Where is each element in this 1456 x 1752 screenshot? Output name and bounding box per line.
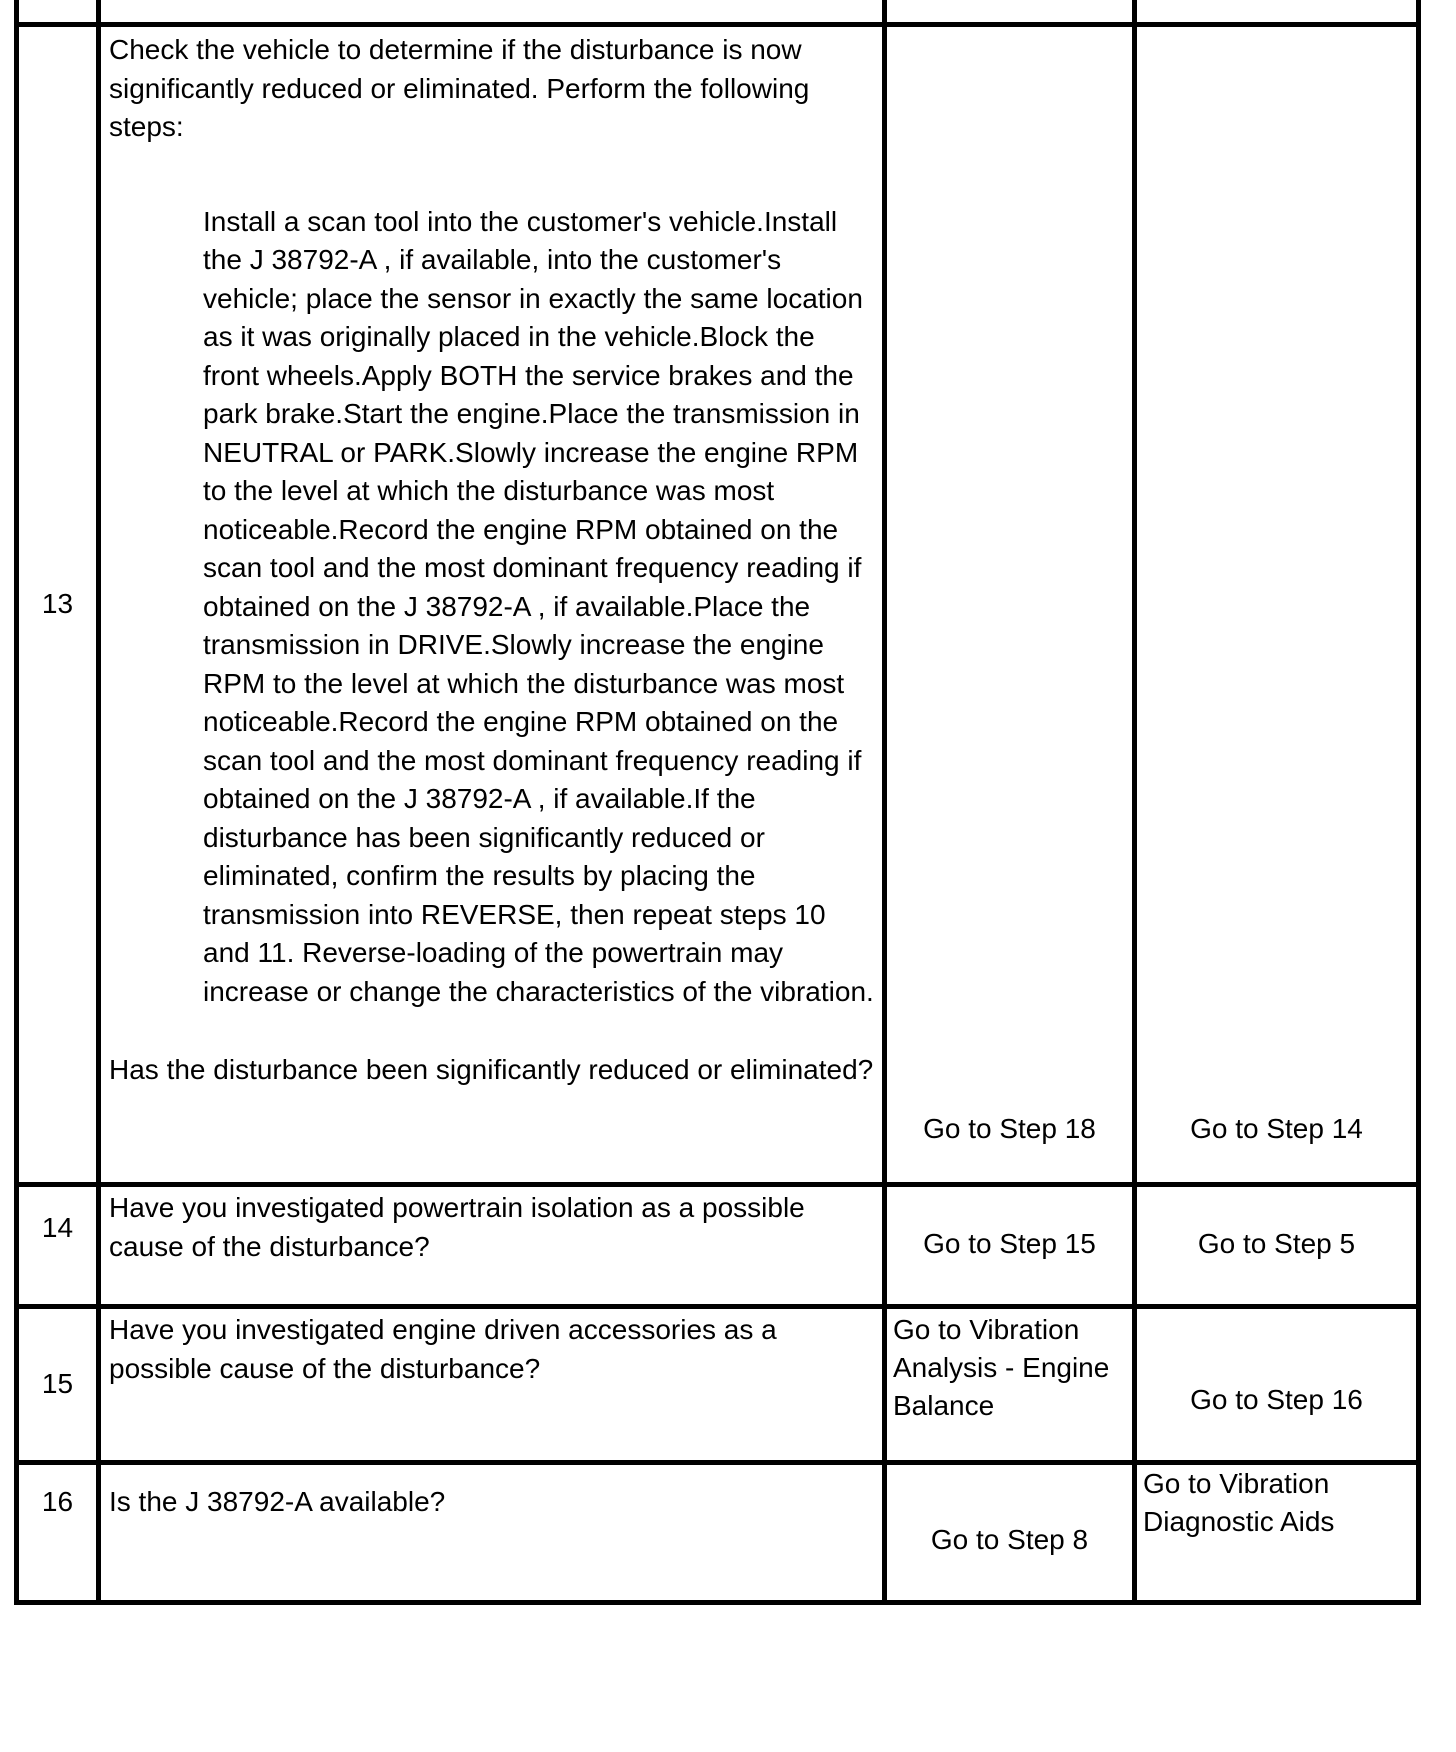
step-number: 15 [17, 1307, 99, 1463]
diagnostic-table [14, 0, 1421, 1605]
table-row-step-14 [17, 1185, 1419, 1307]
no-result: Go to Step 14 [1190, 1113, 1363, 1144]
step-number: 16 [17, 1463, 99, 1603]
action-steps: Install a scan tool into the customer's vehicle.Install the J 38792-A , if available, into the customer's vehicle; place the sensor in exactly the same location as it was originally placed in the vehicle.Block the front wheels.Apply BOTH the service brakes and the park brake.Start the engine.Place the transmission in NEUTRAL or PARK.Slowly increase the engine RPM to the level at which the disturbance was most noticeable.Record the engine RPM obtained on the scan tool and the most dominant frequency reading if obtained on the J 38792-A , if available.Place the transmission in DRIVE.Slowly increase the engine RPM to the level at which the disturbance was most noticeable.Record the engine RPM obtained on the scan tool and the most dominant frequency reading if obtained on the J 38792-A , if available.If the disturbance has been significantly reduced or eliminated, confirm the results by placing the transmission into REVERSE, then repeat steps 10 and 11. Reverse-loading of the powertrain may increase or change the characteristics of the vibration. [203, 205, 874, 1007]
no-cell [1135, 1307, 1419, 1463]
action-cell [99, 25, 885, 1185]
action-cell [99, 1463, 885, 1603]
action-question: Has the disturbance been significantly reduced or eliminated? [109, 1054, 874, 1085]
table-row-step-13 [17, 25, 1419, 1185]
no-result: Go to Step 16 [1190, 1384, 1363, 1415]
action-cell [99, 1307, 885, 1463]
no-result: Go to Vibration Diagnostic Aids [1143, 1468, 1335, 1537]
action-question: Is the J 38792-A available? [109, 1486, 446, 1517]
action-cell [99, 0, 885, 25]
action-question: Have you investigated engine driven accessories as a possible cause of the disturbance? [109, 1314, 777, 1384]
yes-result: Go to Vibration Analysis - Engine Balance [893, 1314, 1110, 1421]
no-cell [1135, 25, 1419, 1185]
yes-cell [885, 1185, 1135, 1307]
action-intro: Check the vehicle to determine if the disturbance is now significantly reduced or eliminated. Perform the following steps: [109, 34, 810, 142]
step-number: 14 [17, 1185, 99, 1307]
yes-cell [885, 0, 1135, 25]
no-cell [1135, 0, 1419, 25]
action-cell [99, 1185, 885, 1307]
yes-result: Go to Step 8 [930, 1524, 1089, 1555]
step-cell [17, 0, 99, 25]
yes-cell [885, 25, 1135, 1185]
no-result: Go to Step 5 [1197, 1228, 1356, 1259]
yes-result: Go to Step 18 [923, 1113, 1096, 1144]
yes-result: Go to Step 15 [923, 1228, 1096, 1259]
step-number: 13 [17, 25, 99, 1185]
no-cell [1135, 1185, 1419, 1307]
no-cell [1135, 1463, 1419, 1603]
table-row-partial [17, 0, 1419, 25]
yes-cell [885, 1307, 1135, 1463]
action-question: Have you investigated powertrain isolation as a possible cause of the disturbance? [109, 1192, 805, 1262]
table-row-step-15 [17, 1307, 1419, 1463]
table-row-step-16 [17, 1463, 1419, 1603]
yes-cell [885, 1463, 1135, 1603]
